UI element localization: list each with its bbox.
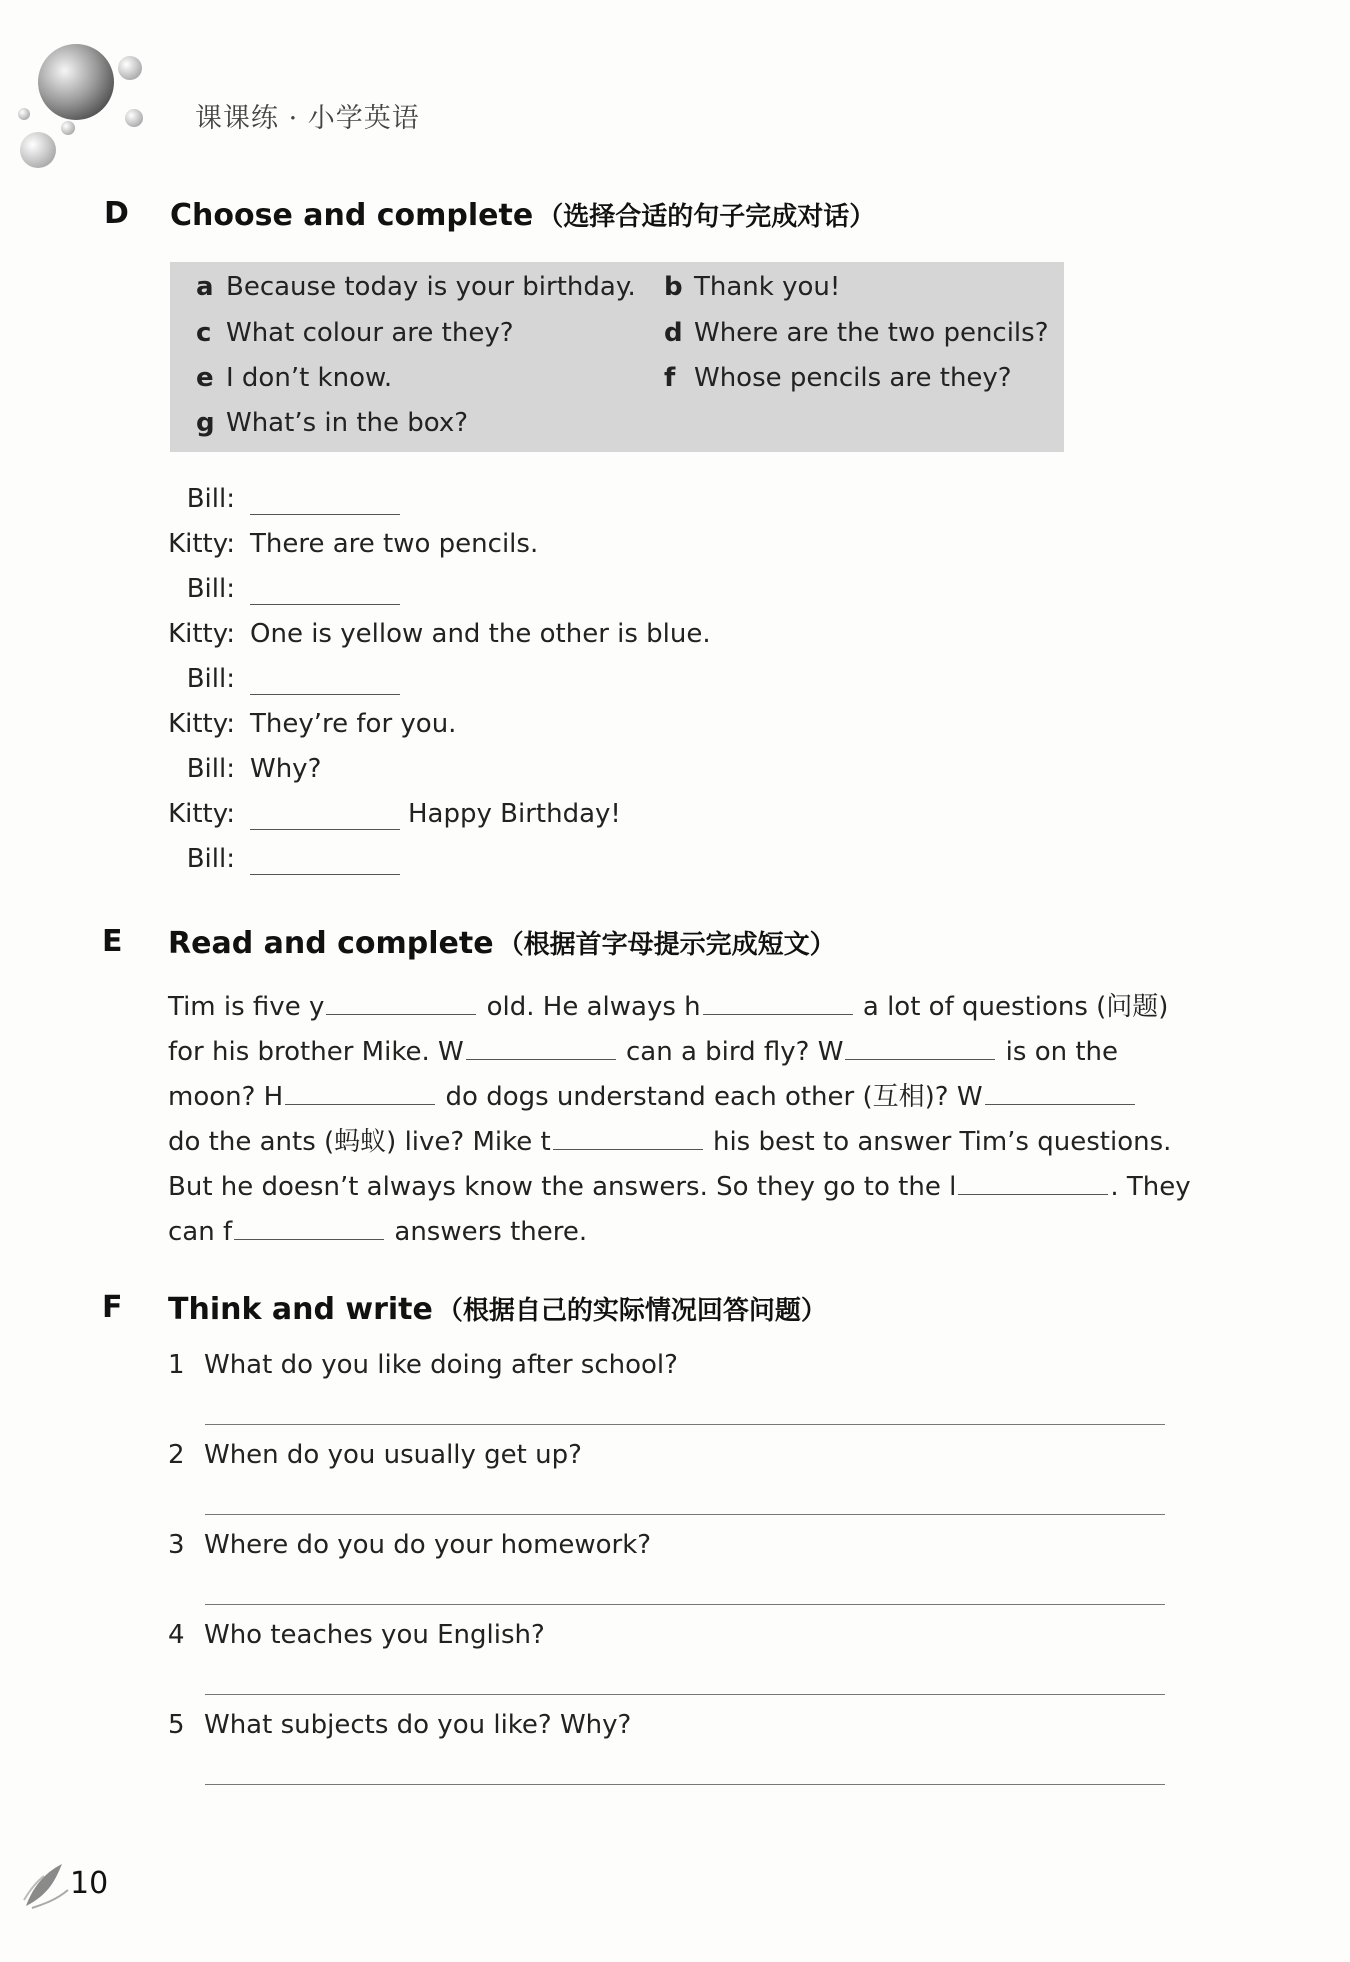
option-d: d Where are the two pencils? xyxy=(664,318,1049,348)
section-e-title xyxy=(168,924,836,961)
dialogue-speaker: Bill: xyxy=(186,844,235,874)
answer-line[interactable] xyxy=(205,1692,1165,1695)
fill-blank[interactable] xyxy=(285,1076,435,1105)
fill-blank[interactable] xyxy=(958,1166,1108,1195)
dialogue-speaker: Bill: xyxy=(186,664,235,694)
dialogue-line: Why? xyxy=(250,754,322,784)
book-title: 课课练 · 小学英语 xyxy=(195,103,420,134)
dialogue-speaker: Kitty: xyxy=(168,709,235,739)
section-d-letter: D xyxy=(104,196,129,231)
question-2: 2 When do you usually get up? xyxy=(168,1440,582,1470)
dialogue-answer-blank[interactable] xyxy=(250,484,400,515)
question-5: 5 What subjects do you like? Why? xyxy=(168,1710,632,1740)
fill-blank[interactable] xyxy=(553,1121,703,1150)
dialogue-speaker: Bill: xyxy=(186,574,235,604)
paragraph-line: can f answers there. xyxy=(168,1211,587,1247)
fill-blank[interactable] xyxy=(466,1031,616,1060)
paragraph-line: Tim is five y old. He always h a lot of questions (问题) xyxy=(168,986,1168,1023)
answer-line[interactable] xyxy=(205,1782,1165,1785)
dialogue-speaker: Bill: xyxy=(186,484,235,514)
question-3: 3 Where do you do your homework? xyxy=(168,1530,652,1560)
dialogue-line: They’re for you. xyxy=(250,709,457,739)
dialogue-answer-blank[interactable] xyxy=(250,664,400,695)
dialogue-speaker: Bill: xyxy=(186,754,235,784)
dialogue-line: Happy Birthday! xyxy=(408,799,621,829)
section-f-title xyxy=(168,1290,827,1327)
option-b: b Thank you! xyxy=(664,272,841,302)
bubble-decoration-icon xyxy=(14,40,154,170)
answer-line[interactable] xyxy=(205,1602,1165,1605)
paragraph-line: But he doesn’t always know the answers. So they go to the l . They xyxy=(168,1166,1191,1202)
paragraph-line: for his brother Mike. W can a bird fly? W is on the xyxy=(168,1031,1118,1067)
section-f-letter: F xyxy=(102,1290,123,1325)
dialogue-line: One is yellow and the other is blue. xyxy=(250,619,711,649)
dialogue-line: There are two pencils. xyxy=(250,529,539,559)
fill-blank[interactable] xyxy=(326,986,476,1015)
fill-blank[interactable] xyxy=(985,1076,1135,1105)
leaf-icon xyxy=(22,1860,70,1910)
paragraph-line: moon? H do dogs understand each other (互相)? W xyxy=(168,1076,1137,1113)
fill-blank[interactable] xyxy=(234,1211,384,1240)
paragraph-line: do the ants (蚂蚁) live? Mike t his best to answer Tim’s questions. xyxy=(168,1121,1171,1158)
fill-blank[interactable] xyxy=(703,986,853,1015)
option-f: f Whose pencils are they? xyxy=(664,363,1012,393)
dialogue-answer-blank[interactable] xyxy=(250,844,400,875)
section-d-title-en: Choose and complete xyxy=(170,198,534,233)
section-e-title-cn: （根据首字母提示完成短文） xyxy=(497,930,836,960)
section-e-title-en: Read and complete xyxy=(168,926,494,961)
option-g: g What’s in the box? xyxy=(196,408,469,438)
dialogue-speaker: Kitty: xyxy=(168,619,235,649)
question-1: 1 What do you like doing after school? xyxy=(168,1350,678,1380)
dialogue-speaker: Kitty: xyxy=(168,799,235,829)
section-d-title-cn: （选择合适的句子完成对话） xyxy=(537,202,876,232)
section-d-title xyxy=(170,196,875,233)
section-e-letter: E xyxy=(102,924,123,959)
answer-line[interactable] xyxy=(205,1422,1165,1425)
answer-line[interactable] xyxy=(205,1512,1165,1515)
dialogue-answer-blank[interactable] xyxy=(250,799,400,830)
option-a: a Because today is your birthday. xyxy=(196,272,636,302)
question-4: 4 Who teaches you English? xyxy=(168,1620,545,1650)
fill-blank[interactable] xyxy=(845,1031,995,1060)
option-c: c What colour are they? xyxy=(196,318,514,348)
dialogue-speaker: Kitty: xyxy=(168,529,235,559)
section-f-title-cn: （根据自己的实际情况回答问题） xyxy=(436,1296,827,1326)
section-f-title-en: Think and write xyxy=(168,1292,433,1327)
dialogue-answer-blank[interactable] xyxy=(250,574,400,605)
page-number: 10 xyxy=(70,1866,109,1901)
option-e: e I don’t know. xyxy=(196,363,393,393)
